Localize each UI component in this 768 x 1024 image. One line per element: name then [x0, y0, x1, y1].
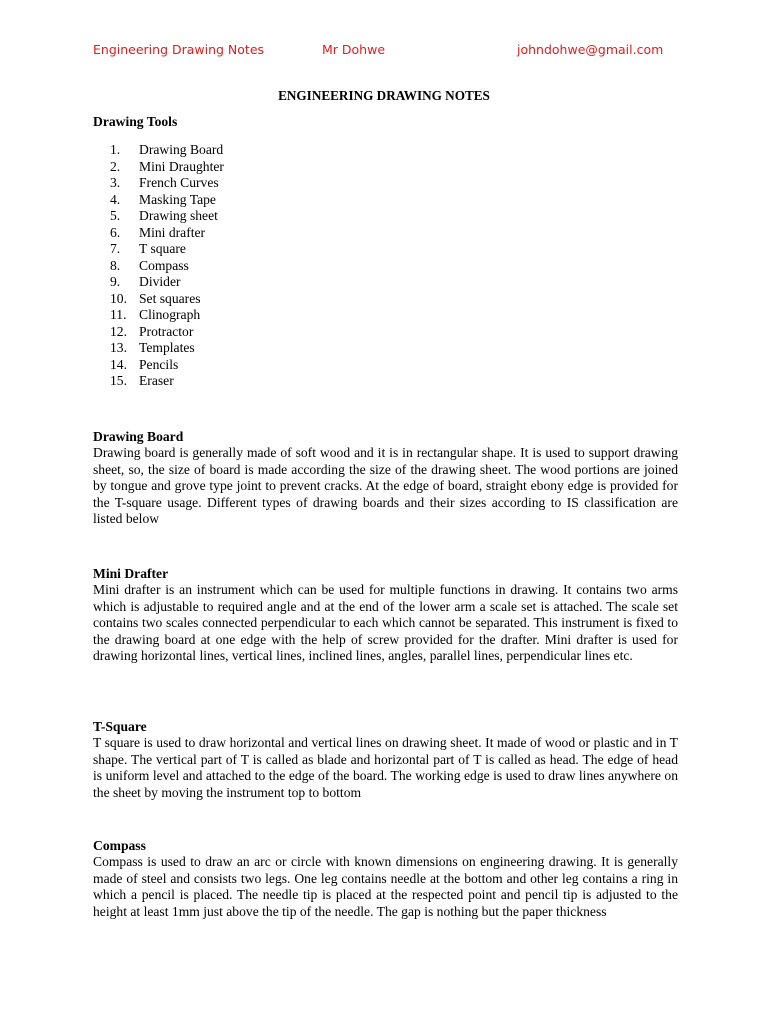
list-item-label: Drawing sheet [139, 208, 218, 223]
list-item-label: Masking Tape [139, 191, 216, 207]
mini-drafter-paragraph: Mini drafter is an instrument which can be used for multiple functions in drawing. It contains two arms which is adjustable to required angle and at the end of the lower arm a scale set is attached. The scale set contains two scales connected perpendicular to each which cannot be separated. This instrument is fixed to the drawing board at one edge with the help of screw provided for the drafter. Mini drafter is used for drawing horizontal lines, vertical lines, inclined lines, angles, parallel lines, perpendicular lines etc. [93, 582, 678, 664]
t-square-paragraph: T square is used to draw horizontal and vertical lines on drawing sheet. It made of wood or plastic and in T shape. The vertical part of T is called as blade and horizontal part of T is called as head. The edge of head is uniform level and attached to the edge of the board. The working edge is used to draw lines anywhere on the sheet by moving the instrument top to bottom [93, 735, 678, 800]
list-item [110, 307, 224, 324]
list-number: 1. [110, 142, 121, 157]
list-item-label: Mini drafter [139, 224, 206, 240]
list-number: 7. [110, 241, 121, 256]
compass-paragraph: Compass is used to draw an arc or circle with known dimensions on engineering drawing. It is generally made of steel and consists two legs. One leg contains needle at the bottom and other leg contains a ring in which a pencil is placed. The needle tip is placed at the respected point and pencil tip is adjusted to the height at least 1mm just above the tip of the needle. The gap is nothing but the paper thickness [93, 854, 678, 919]
list-number: 12. [110, 323, 127, 339]
list-number: 9. [110, 274, 121, 289]
mini-drafter-heading: Mini Drafter [93, 566, 169, 581]
list-number: 3. [110, 175, 121, 190]
t-square-heading: T-Square [93, 719, 147, 734]
list-number: 5. [110, 208, 121, 223]
list-number: 6. [110, 224, 121, 240]
list-number: 14. [110, 356, 127, 372]
drawing-board-section [93, 429, 678, 528]
list-item [110, 159, 224, 176]
list-number: 15. [110, 373, 127, 388]
list-item-label: Drawing Board [139, 142, 224, 157]
document-title: ENGINEERING DRAWING NOTES [278, 88, 490, 103]
list-item-label: Pencils [139, 356, 179, 372]
mini-drafter-section [93, 566, 678, 665]
tools-section [93, 114, 678, 130]
list-item [110, 373, 224, 390]
list-item-label: Clinograph [139, 307, 201, 322]
drawing-board-heading: Drawing Board [93, 429, 184, 444]
list-item-label: Templates [139, 340, 195, 355]
drawing-board-paragraph: Drawing board is generally made of soft wood and it is in rectangular shape. It is used to support drawing sheet, so, the size of board is made according the size of the drawing sheet. The wood portions are joined by tongue and grove type joint to prevent cracks. At the edge of board, straight ebony edge is provided for the T-square usage. Different types of drawing boards and their sizes according to IS classification are listed below [93, 445, 678, 527]
list-item-label: T square [139, 241, 186, 256]
list-number: 13. [110, 340, 127, 355]
list-item [110, 258, 224, 275]
tools-heading: Drawing Tools [93, 114, 178, 129]
list-item [110, 324, 224, 341]
list-item [110, 142, 224, 159]
list-item [110, 357, 224, 374]
list-item-label: Compass [139, 257, 189, 273]
list-number: 10. [110, 290, 127, 306]
list-item [110, 175, 224, 192]
list-number: 4. [110, 191, 121, 207]
list-item [110, 291, 224, 308]
header-email: johndohwe@gmail.com [517, 42, 664, 57]
page-header [93, 42, 693, 60]
list-item-label: French Curves [139, 175, 219, 190]
list-item [110, 192, 224, 209]
list-number: 2. [110, 158, 121, 174]
list-number: 8. [110, 257, 121, 273]
list-item-label: Mini Draughter [139, 158, 224, 174]
compass-heading: Compass [93, 838, 146, 853]
list-item [110, 241, 224, 258]
list-item [110, 340, 224, 357]
list-item-label: Divider [139, 274, 181, 289]
compass-section [93, 838, 678, 920]
tools-list [110, 142, 224, 390]
list-number: 11. [110, 307, 127, 322]
list-item [110, 208, 224, 225]
list-item-label: Protractor [139, 323, 194, 339]
list-item [110, 225, 224, 242]
header-title: Engineering Drawing Notes [93, 42, 265, 57]
list-item-label: Set squares [139, 290, 201, 306]
list-item-label: Eraser [139, 373, 174, 388]
header-author: Mr Dohwe [322, 42, 386, 57]
t-square-section [93, 719, 678, 801]
list-item [110, 274, 224, 291]
